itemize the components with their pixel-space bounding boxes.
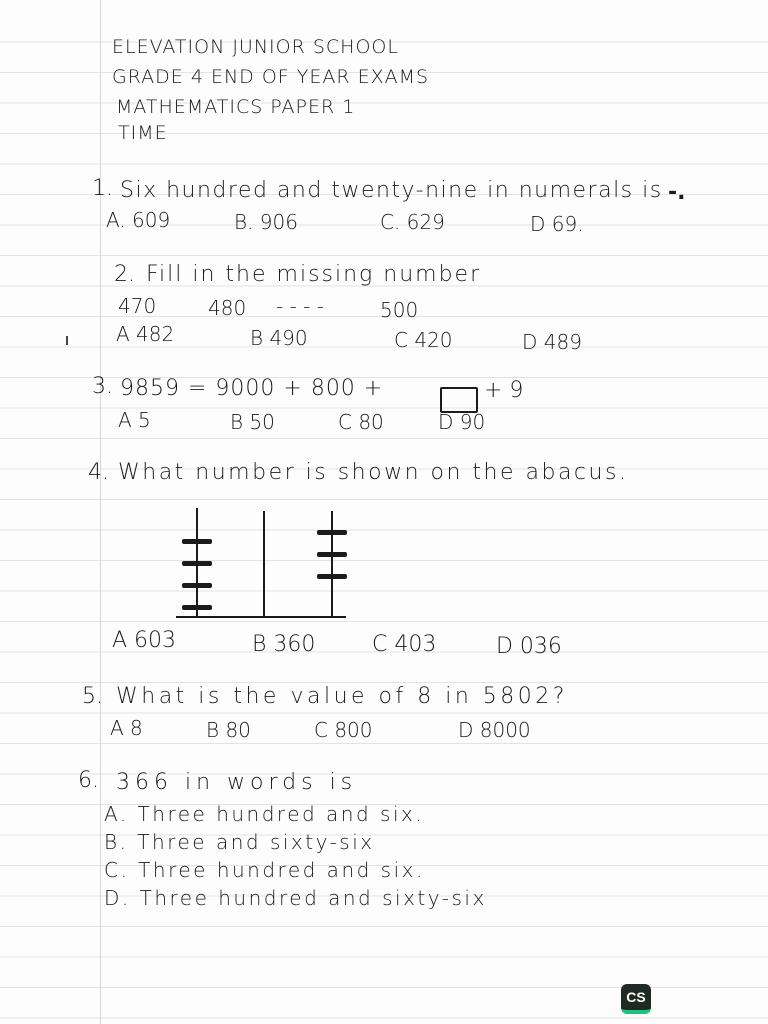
question-6-number: 6. bbox=[78, 768, 99, 793]
question-2-number: 2. bbox=[114, 262, 135, 287]
abacus-bead-ones-1 bbox=[317, 574, 347, 579]
question-6-text: 366 in words is bbox=[116, 770, 358, 795]
question-2-seq-blank: - - - - bbox=[276, 294, 324, 318]
abacus-bead-hundreds-3 bbox=[182, 561, 212, 566]
exam-title: GRADE 4 END OF YEAR EXAMS bbox=[112, 66, 430, 88]
question-2-text: Fill in the missing number bbox=[146, 262, 482, 287]
question-1-option-b[interactable]: B. 906 bbox=[234, 210, 298, 234]
question-5-number: 5. bbox=[82, 684, 103, 709]
question-2-seq-2: 480 bbox=[208, 296, 247, 320]
abacus-bead-ones-2 bbox=[317, 552, 347, 557]
question-3-option-b[interactable]: B 50 bbox=[230, 410, 275, 434]
paper-title: MATHEMATICS PAPER 1 bbox=[116, 96, 356, 118]
question-4-number: 4. bbox=[88, 460, 109, 485]
margin-tick bbox=[66, 336, 68, 345]
question-1-option-d[interactable]: D 69. bbox=[530, 212, 584, 236]
question-3-number: 3. bbox=[92, 374, 113, 399]
question-5-option-a[interactable]: A 8 bbox=[110, 716, 143, 740]
question-2-seq-4: 500 bbox=[380, 298, 419, 322]
question-6-option-a[interactable]: A. Three hundred and six. bbox=[104, 802, 425, 826]
question-6-option-c[interactable]: C. Three hundred and six. bbox=[104, 858, 425, 882]
question-2-option-d[interactable]: D 489 bbox=[522, 330, 582, 354]
abacus-bead-hundreds-1 bbox=[182, 605, 212, 610]
question-5-option-d[interactable]: D 8000 bbox=[458, 718, 531, 742]
question-3-option-c[interactable]: C 80 bbox=[338, 410, 384, 434]
camscanner-logo: CS bbox=[621, 984, 651, 1014]
question-5-option-c[interactable]: C 800 bbox=[314, 718, 373, 742]
question-4-option-b[interactable]: B 360 bbox=[252, 632, 316, 657]
question-2-option-a[interactable]: A 482 bbox=[116, 322, 175, 346]
question-1-trailing-mark: -. bbox=[668, 180, 686, 205]
margin-line bbox=[100, 0, 101, 1024]
question-3-text-end: + 9 bbox=[484, 378, 524, 403]
question-1-text: Six hundred and twenty-nine in numerals is bbox=[120, 178, 663, 203]
question-2-option-c[interactable]: C 420 bbox=[394, 328, 453, 352]
question-4-option-c[interactable]: C 403 bbox=[372, 632, 437, 657]
abacus-diagram bbox=[170, 505, 370, 625]
question-6-option-b[interactable]: B. Three and sixty-six bbox=[104, 830, 375, 854]
question-1-option-c[interactable]: C. 629 bbox=[380, 210, 445, 234]
question-5-option-b[interactable]: B 80 bbox=[206, 718, 251, 742]
question-4-option-a[interactable]: A 603 bbox=[112, 628, 177, 653]
abacus-bead-hundreds-2 bbox=[182, 583, 212, 588]
question-5-text: What is the value of 8 in 5802? bbox=[116, 684, 568, 709]
question-4-option-d[interactable]: D 036 bbox=[496, 634, 562, 659]
abacus-bead-ones-3 bbox=[317, 530, 347, 535]
question-1-number: 1. bbox=[92, 176, 113, 201]
school-name: ELEVATION JUNIOR SCHOOL bbox=[112, 36, 399, 58]
time-label: TIME bbox=[118, 122, 168, 144]
question-2-seq-1: 470 bbox=[118, 294, 157, 318]
question-6-option-d[interactable]: D. Three hundred and sixty-six bbox=[104, 886, 487, 910]
question-4-text: What number is shown on the abacus. bbox=[118, 460, 629, 485]
question-3-text: 9859 = 9000 + 800 + bbox=[120, 376, 384, 401]
abacus-bead-hundreds-4 bbox=[182, 539, 212, 544]
question-3-option-a[interactable]: A 5 bbox=[118, 408, 151, 432]
question-3-option-d[interactable]: D 90 bbox=[438, 410, 486, 434]
question-1-option-a[interactable]: A. 609 bbox=[106, 208, 171, 232]
question-2-option-b[interactable]: B 490 bbox=[250, 326, 308, 350]
